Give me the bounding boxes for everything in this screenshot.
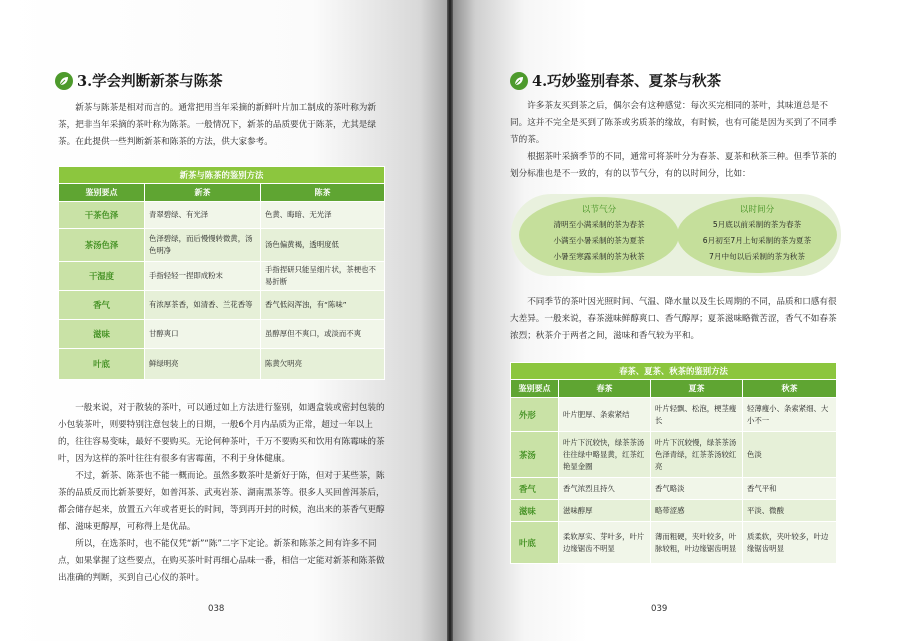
- solar-term-ellipse: [519, 197, 679, 273]
- ellipse-line: 小暑至寒露采制的茶为秋茶: [553, 252, 645, 261]
- ellipse-title: 以时间分: [739, 205, 775, 215]
- ellipse-line: 清明至小满采制的茶为春茶: [553, 220, 645, 229]
- table-row: 香气 有浓厚茶香，如清香、兰花香等 香气低闷浑浊，有“陈味”: [59, 291, 385, 320]
- table-header: 鉴别要点: [511, 380, 559, 398]
- body-paragraph: 许多茶友买到茶之后，偶尔会有这种感觉：每次买完相同的茶叶，其味道总是不同。这并不完全是买到了陈茶或劣质茶的缘故，有时候，也有可能是因为买到了不同季节的茶。: [510, 101, 837, 145]
- new-old-tea-table: [58, 166, 385, 380]
- table-row: 滋味 甘醇爽口 虽醇厚但不爽口，或淡而不爽: [59, 320, 385, 349]
- ellipse-line: 6月初至7月上旬采制的茶为夏茶: [702, 236, 812, 245]
- heading-text: 3.学会判断新茶与陈茶: [77, 73, 223, 90]
- table-row: 干湿度 手指轻轻一捏即成粉末 手指捏研只能呈细片状，茶梗也不易折断: [59, 262, 385, 291]
- intro-paragraph: 新茶与陈茶是相对而言的。通常把用当年采摘的新鲜叶片加工制成的茶叶称为新茶，把非当年采摘的茶叶称为陈茶。一般情况下，新茶的品质要优于陈茶，尤其是绿茶。在此提供一些判断新茶和陈茶的方法，供大家参考。: [58, 103, 376, 147]
- table-row: 茶汤 叶片下沉较快，绿茶茶汤往往绿中略显黄，红茶红艳显金圈 叶片下沉较慢，绿茶茶汤色泽青绿，红茶茶汤较红亮 色淡: [511, 432, 837, 478]
- right-page: [453, 0, 900, 641]
- body-paragraph: 一般来说，对于散装的茶叶，可以通过如上方法进行鉴别，如遇盒装或密封包装的小包装茶叶，则要特别注意包装上的日期，一般6个月内品质为正常，超过一年以上的，往往容易变味，最好不要购买。无论何种茶叶，千万不要购买和饮用有陈霉味的茶叶，因为这样的茶叶往往有很多有害霉菌，不利于身体健康。: [58, 403, 385, 464]
- page-number-left: 038: [208, 604, 225, 614]
- leaf-icon: [510, 72, 528, 90]
- table-header: 陈茶: [261, 184, 385, 202]
- table-row: 香气 香气浓烈且持久 香气略淡 香气平和: [511, 478, 837, 500]
- table-header: 夏茶: [651, 380, 743, 398]
- left-page: [0, 0, 447, 641]
- table-caption: 新茶与陈茶的鉴别方法: [59, 167, 385, 184]
- section-heading-right: [510, 70, 721, 91]
- page-number-right: 039: [651, 604, 668, 614]
- body-paragraph: 不同季节的茶叶因光照时间、气温、降水量以及生长周期的不同，品质和口感有很大差异。一般来说，春茶滋味鲜醇爽口、香气醇厚；夏茶滋味略微苦涩，香气不如春茶浓烈；秋茶介于两者之间，滋味和香气较为平和。: [510, 297, 837, 341]
- leaf-icon: [55, 72, 73, 90]
- body-paragraph: 根据茶叶采摘季节的不同，通常可将茶叶分为春茶、夏茶和秋茶三种。但季节茶的划分标准也是不一致的，有的以节气分，有的以时间分，比如：: [510, 152, 837, 179]
- table-header: 春茶: [559, 380, 651, 398]
- section-heading-left: [55, 70, 223, 91]
- table-caption: 春茶、夏茶、秋茶的鉴别方法: [511, 363, 837, 380]
- table-row: 叶底 柔软厚实、芽叶多，叶片边缘锯齿不明显 薄而粗硬，夹叶较多，叶脉较粗，叶边缘锯齿明显 质柔软，夹叶较多，叶边缘锯齿明显: [511, 522, 837, 564]
- body-paragraph: 所以，在选茶时，也不能仅凭“新”“陈”二字下定论。新茶和陈茶之间有许多不同点，如果掌握了这些要点，在购买茶叶时再细心品味一番，相信一定能对新茶和陈茶做出准确的判断，买到自己心仪的茶叶。: [58, 539, 385, 583]
- ellipse-title: 以节气分: [581, 205, 617, 215]
- table-row: 干茶色泽 青翠碧绿、有光泽 色黄、晦暗、无光泽: [59, 202, 385, 229]
- table-header: 新茶: [145, 184, 261, 202]
- table-row: 茶汤色泽 色泽碧绿，而后慢慢转微黄，汤色明净 汤色偏黄褐，透明度低: [59, 229, 385, 262]
- heading-text: 4.巧妙鉴别春茶、夏茶与秋茶: [532, 73, 722, 90]
- table-header: 鉴别要点: [59, 184, 145, 202]
- table-row: 外形 叶片肥厚、条索紧结 叶片轻飘、松泡，梗茎瘦长 轻薄瘦小、条索紧细、大小不一: [511, 398, 837, 432]
- table-header: 秋茶: [743, 380, 837, 398]
- ellipse-line: 7月中旬以后采制的茶为秋茶: [709, 252, 805, 261]
- ellipse-line: 5月底以前采制的茶为春茶: [712, 220, 802, 229]
- time-ellipse: [677, 197, 837, 273]
- body-paragraph: 不过，新茶、陈茶也不能一概而论。虽然多数茶叶是新好于陈，但对于某些茶，陈茶的品质反而比新茶要好，如普洱茶、武夷岩茶、湖南黑茶等。很多人买回普洱茶后，都会储存起来，放置五六年或者更长的时间，等到再开封的时候，泡出来的茶香气更醇郁、滋味更醇厚，可称得上是优品。: [58, 471, 385, 532]
- season-tea-table: [510, 362, 837, 564]
- ellipse-line: 小满至小暑采制的茶为夏茶: [553, 236, 645, 245]
- table-row: 滋味 滋味醇厚 略带涩感 平淡、微酸: [511, 500, 837, 522]
- table-row: 叶底 鲜绿明亮 陈黄欠明亮: [59, 349, 385, 380]
